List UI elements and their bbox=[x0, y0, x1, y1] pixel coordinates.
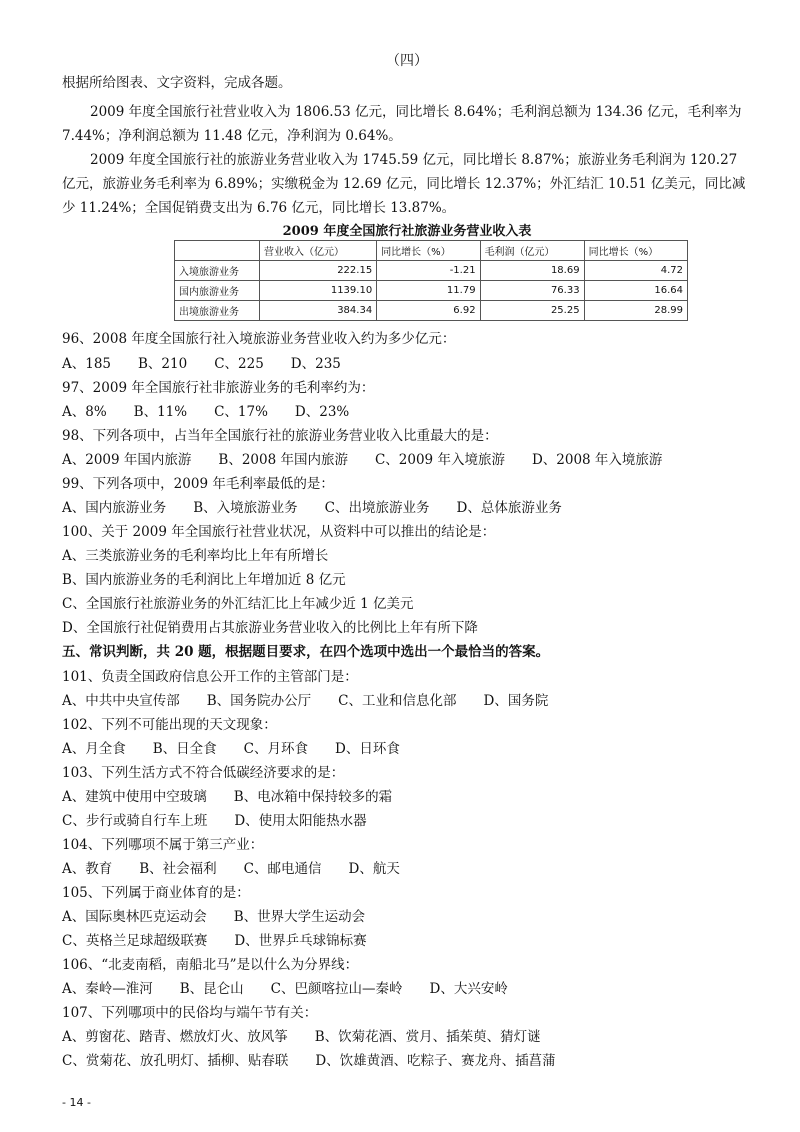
paragraph-2-line-2: 亿元，旅游业务毛利率为 6.89%；实缴税金为 12.69 亿元，同比增长 12.37%；外汇结汇 10.51 亿美元，同比减 bbox=[62, 176, 746, 192]
section-5-heading: 五、常识判断，共 20 题，根据题目要求，在四个选项中选出一个最恰当的答案。 bbox=[62, 644, 550, 660]
question-97-options: A、8% B、11% C、17% D、23% bbox=[62, 404, 350, 420]
question-100-option-d: D、全国旅行社促销费用占其旅游业务营业收入的比例比上年有所下降 bbox=[62, 620, 478, 636]
instruction-text: 根据所给图表、文字资料，完成各题。 bbox=[62, 75, 292, 91]
question-104: 104、下列哪项不属于第三产业： bbox=[62, 837, 264, 853]
table-cell: 1139.10 bbox=[260, 281, 377, 301]
table-header-row bbox=[175, 241, 688, 261]
table-title: 2009 年度全国旅行社旅游业务营业收入表 bbox=[282, 224, 532, 239]
table-cell: 6.92 bbox=[377, 301, 480, 321]
question-105: 105、下列属于商业体育的是： bbox=[62, 885, 250, 901]
question-107: 107、下列哪项中的民俗均与端午节有关： bbox=[62, 1005, 318, 1021]
question-103-options-2: C、步行或骑自行车上班 D、使用太阳能热水器 bbox=[62, 813, 367, 829]
question-106-options: A、秦岭—淮河 B、昆仑山 C、巴颜喀拉山—秦岭 D、大兴安岭 bbox=[62, 981, 508, 997]
table-header-cell bbox=[175, 241, 260, 261]
table-header-cell: 同比增长（%） bbox=[377, 241, 480, 261]
question-97: 97、2009 年全国旅行社非旅游业务的毛利率约为： bbox=[62, 380, 375, 396]
table-header-cell: 毛利润（亿元） bbox=[480, 241, 584, 261]
question-103: 103、下列生活方式不符合低碳经济要求的是： bbox=[62, 765, 345, 781]
table-row bbox=[175, 261, 688, 281]
paragraph-1-line-2: 7.44%；净利润总额为 11.48 亿元，净利润为 0.64%。 bbox=[62, 128, 402, 144]
paragraph-2-line-1: 2009 年度全国旅行社的旅游业务营业收入为 1745.59 亿元，同比增长 8.87%；旅游业务毛利润为 120.27 bbox=[90, 152, 738, 168]
section-title: （四） bbox=[386, 53, 428, 69]
question-98-options: A、2009 年国内旅游 B、2008 年国内旅游 C、2009 年入境旅游 D、2008 年入境旅游 bbox=[62, 452, 663, 468]
table-row-label: 国内旅游业务 bbox=[175, 281, 260, 301]
table-row-label: 出境旅游业务 bbox=[175, 301, 260, 321]
question-105-options-2: C、英格兰足球超级联赛 D、世界乒乓球锦标赛 bbox=[62, 933, 367, 949]
table-cell: 16.64 bbox=[584, 281, 687, 301]
question-105-options-1: A、国际奥林匹克运动会 B、世界大学生运动会 bbox=[62, 909, 366, 925]
question-107-options-2: C、赏菊花、放孔明灯、插柳、贴春联 D、饮雄黄酒、吃粽子、赛龙舟、插菖蒲 bbox=[62, 1053, 556, 1069]
page-number: - 14 - bbox=[62, 1096, 91, 1109]
table-cell: 25.25 bbox=[480, 301, 584, 321]
table-cell: 11.79 bbox=[377, 281, 480, 301]
question-107-options-1: A、剪窗花、踏青、燃放灯火、放风筝 B、饮菊花酒、赏月、插茱萸、猜灯谜 bbox=[62, 1029, 541, 1045]
table-cell: 222.15 bbox=[260, 261, 377, 281]
paragraph-2-line-3: 少 11.24%；全国促销费支出为 6.76 亿元，同比增长 13.87%。 bbox=[62, 200, 456, 216]
table-cell: 4.72 bbox=[584, 261, 687, 281]
question-104-options: A、教育 B、社会福利 C、邮电通信 D、航天 bbox=[62, 861, 400, 877]
table-cell: 384.34 bbox=[260, 301, 377, 321]
question-106: 106、“北麦南稻，南船北马”是以什么为分界线： bbox=[62, 957, 359, 973]
question-99-options: A、国内旅游业务 B、入境旅游业务 C、出境旅游业务 D、总体旅游业务 bbox=[62, 500, 562, 516]
paragraph-1-line-1: 2009 年度全国旅行社营业收入为 1806.53 亿元，同比增长 8.64%；毛利润总额为 134.36 亿元，毛利率为 bbox=[90, 104, 742, 120]
table-row bbox=[175, 281, 688, 301]
question-98: 98、下列各项中，占当年全国旅行社的旅游业务营业收入比重最大的是： bbox=[62, 428, 498, 444]
table-cell: 28.99 bbox=[584, 301, 687, 321]
question-100-option-b: B、国内旅游业务的毛利润比上年增加近 8 亿元 bbox=[62, 572, 346, 588]
table-cell: -1.21 bbox=[377, 261, 480, 281]
question-96-options: A、185 B、210 C、225 D、235 bbox=[62, 356, 341, 372]
revenue-table bbox=[174, 240, 688, 321]
question-100-option-c: C、全国旅行社旅游业务的外汇结汇比上年减少近 1 亿美元 bbox=[62, 596, 414, 612]
table-cell: 76.33 bbox=[480, 281, 584, 301]
question-101-options: A、中共中央宣传部 B、国务院办公厅 C、工业和信息化部 D、国务院 bbox=[62, 693, 549, 709]
table-row-label: 入境旅游业务 bbox=[175, 261, 260, 281]
question-100: 100、关于 2009 年全国旅行社营业状况，从资料中可以推出的结论是： bbox=[62, 524, 496, 540]
question-100-option-a: A、三类旅游业务的毛利率均比上年有所增长 bbox=[62, 548, 329, 564]
table-row bbox=[175, 301, 688, 321]
table-header-cell: 营业收入（亿元） bbox=[260, 241, 377, 261]
table-header-cell: 同比增长（%） bbox=[584, 241, 687, 261]
question-101: 101、负责全国政府信息公开工作的主管部门是： bbox=[62, 669, 358, 685]
question-102-options: A、月全食 B、日全食 C、月环食 D、日环食 bbox=[62, 741, 400, 757]
table-cell: 18.69 bbox=[480, 261, 584, 281]
question-96: 96、2008 年度全国旅行社入境旅游业务营业收入约为多少亿元： bbox=[62, 331, 456, 347]
question-102: 102、下列不可能出现的天文现象： bbox=[62, 717, 277, 733]
question-99: 99、下列各项中，2009 年毛利率最低的是： bbox=[62, 476, 334, 492]
question-103-options-1: A、建筑中使用中空玻璃 B、电冰箱中保持较多的霜 bbox=[62, 789, 393, 805]
